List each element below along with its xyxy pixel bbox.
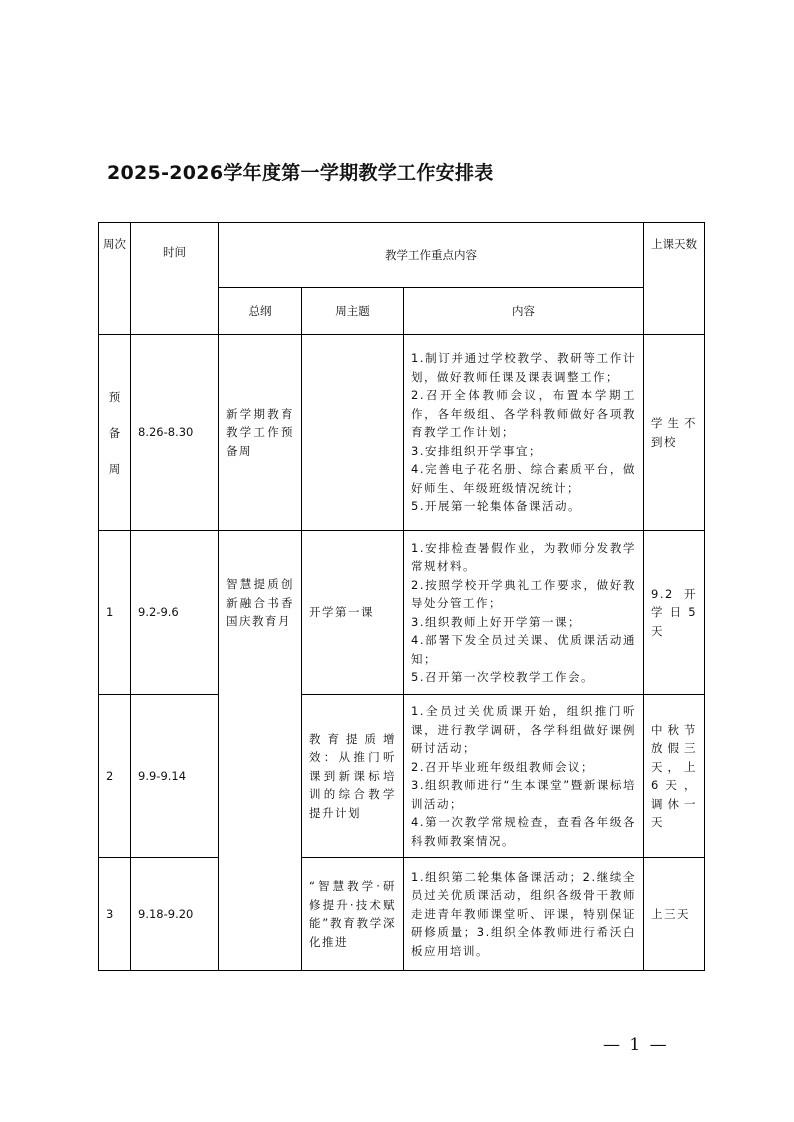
table-row xyxy=(99,695,705,858)
content-item: 1.组织第二轮集体备课活动；2.继续全员过关优质课活动，组织各级骨干教师走进青年教师课堂听、评课，特别保证研修质量；3.组织全体教师进行希沃白板应用培训。 xyxy=(411,869,637,958)
header-content: 内容 xyxy=(404,288,644,335)
content-item: 1.制订并通过学校教学、教研等工作计划，做好教师任课及课表调整工作； xyxy=(411,351,637,384)
time-cell: 8.26-8.30 xyxy=(131,335,219,531)
table-row xyxy=(99,335,705,531)
days-cell: 学生不到校 xyxy=(644,335,705,531)
theme-cell: 开学第一课 xyxy=(302,531,404,695)
header-days: 上课天数 xyxy=(644,223,705,335)
week-cell: 3 xyxy=(99,858,131,971)
content-item: 4.第一次教学常规检查，查看各年级各科教师教案情况。 xyxy=(411,815,637,848)
header-week: 周次 xyxy=(99,223,131,335)
time-cell: 9.9-9.14 xyxy=(131,695,219,858)
theme-cell xyxy=(302,335,404,531)
content-cell xyxy=(404,695,644,858)
content-item: 2.按照学校开学典礼工作要求，做好教导处分管工作； xyxy=(411,577,637,610)
outline-cell: 新学期教育教学工作预备周 xyxy=(219,335,302,531)
content-item: 1.全员过关优质课开始，组织推门听课，进行教学调研，各学科组做好课例研讨活动； xyxy=(411,704,637,755)
content-item: 4.部署下发全员过关课、优质课活动通知； xyxy=(411,633,637,666)
days-cell: 9.2 开学日5天 xyxy=(644,531,705,695)
days-cell: 中秋节放假三天，上6天，调休一天 xyxy=(644,695,705,858)
time-cell: 9.2-9.6 xyxy=(131,531,219,695)
week-cell: 2 xyxy=(99,695,131,858)
content-item: 5.开展第一轮集体备课活动。 xyxy=(411,499,581,514)
content-item: 4.完善电子花名册、综合素质平台，做好师生、年级班级情况统计； xyxy=(411,462,637,495)
week-cell: 1 xyxy=(99,531,131,695)
content-item: 5.召开第一次学校教学工作会。 xyxy=(411,670,594,684)
content-item: 3.组织教师进行“生本课堂”暨新课标培训活动； xyxy=(411,778,637,811)
theme-cell: “智慧教学·研修提升·技术赋能”教育教学深化推进 xyxy=(302,858,404,971)
header-focus: 教学工作重点内容 xyxy=(219,223,644,288)
week-cell: 预备周 xyxy=(99,335,131,531)
header-row xyxy=(99,223,705,288)
content-cell xyxy=(404,858,644,971)
page-title: 2025-2026学年度第一学期教学工作安排表 xyxy=(107,162,494,184)
content-item: 2.召开全体教师会议，布置本学期工作，各年级组、各学科教师做好各项教育教学工作计划； xyxy=(411,388,637,440)
content-cell xyxy=(404,335,644,531)
days-cell: 上三天 xyxy=(644,858,705,971)
theme-cell: 教育提质增效：从推门听课到新课标培训的综合教学提升计划 xyxy=(302,695,404,858)
content-item: 2.召开毕业班年级组教师会议； xyxy=(411,759,594,774)
header-time: 时间 xyxy=(131,223,219,335)
header-theme: 周主题 xyxy=(302,288,404,335)
schedule-table xyxy=(98,222,705,971)
time-cell: 9.18-9.20 xyxy=(131,858,219,971)
header-outline: 总纲 xyxy=(219,288,302,335)
content-item: 3.安排组织开学事宜； xyxy=(411,443,542,458)
content-item: 3.组织教师上好开学第一课； xyxy=(411,614,581,629)
outline-cell: 智慧提质创新融合书香国庆教育月 xyxy=(219,531,302,971)
table-row xyxy=(99,858,705,971)
table-row xyxy=(99,531,705,695)
content-cell xyxy=(404,531,644,695)
content-item: 1.安排检查暑假作业，为教师分发教学常规材料。 xyxy=(411,540,637,573)
page-number: — 1 — xyxy=(603,1035,669,1055)
